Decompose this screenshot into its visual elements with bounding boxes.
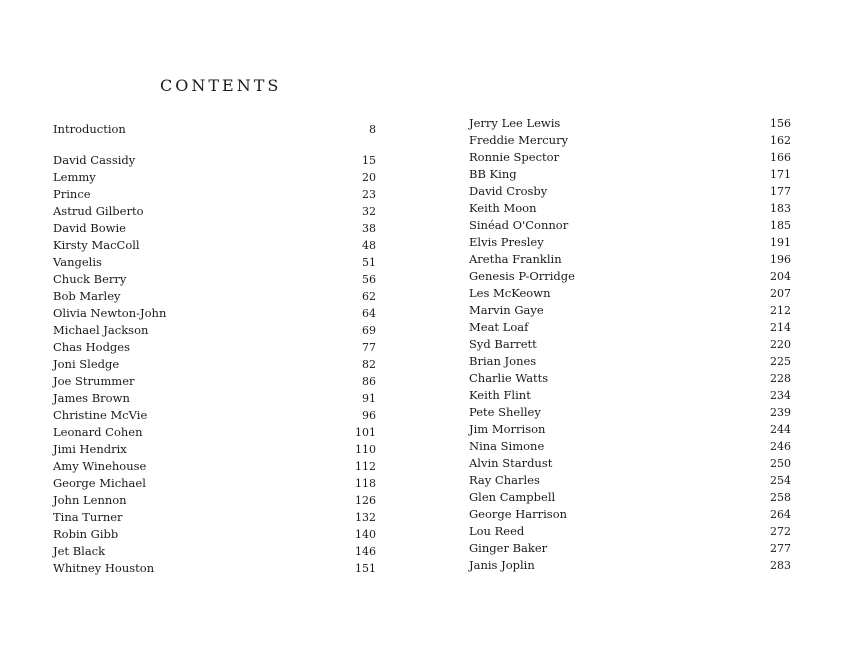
toc-entry[interactable] (53, 288, 376, 305)
toc-entry-page-number: 38 (362, 222, 376, 235)
toc-entry-page-number: 8 (369, 123, 376, 136)
toc-entry[interactable] (469, 234, 791, 251)
toc-entry-page-number: 239 (770, 406, 791, 419)
toc-entry-page-number: 112 (355, 460, 376, 473)
toc-entry-title: Keith Moon (469, 201, 537, 215)
toc-entry-title: Nina Simone (469, 439, 545, 453)
toc-entry-title: Whitney Houston (53, 561, 155, 575)
toc-entry-title: Ronnie Spector (469, 150, 560, 164)
toc-entry-page-number: 51 (362, 256, 376, 269)
toc-entry-page-number: 244 (770, 423, 791, 436)
toc-entry[interactable] (469, 200, 791, 217)
toc-entry-title: Introduction (53, 122, 126, 136)
toc-entry[interactable] (53, 339, 376, 356)
toc-entry[interactable] (469, 421, 791, 438)
toc-entry[interactable] (469, 472, 791, 489)
toc-entry-title: David Bowie (53, 221, 126, 235)
toc-entry-page-number: 264 (770, 508, 791, 521)
toc-entry[interactable] (53, 492, 376, 509)
toc-entry[interactable] (469, 540, 791, 557)
toc-entry-title: Ray Charles (469, 473, 540, 487)
toc-entry[interactable] (53, 441, 376, 458)
toc-entry-title: Vangelis (53, 255, 102, 269)
toc-entry-page-number: 207 (770, 287, 791, 300)
toc-entry[interactable] (469, 115, 791, 132)
toc-entry-title: Genesis P-Orridge (469, 269, 575, 283)
toc-entry[interactable] (469, 149, 791, 166)
toc-entry-title: Freddie Mercury (469, 133, 569, 147)
toc-entry[interactable] (469, 268, 791, 285)
toc-entry-page-number: 56 (362, 273, 376, 286)
toc-entry-page-number: 20 (362, 171, 376, 184)
toc-entry[interactable] (53, 121, 376, 138)
toc-entry-title: David Cassidy (53, 153, 136, 167)
toc-entry-page-number: 82 (362, 358, 376, 371)
toc-entry-title: James Brown (53, 391, 130, 405)
toc-entry-title: Olivia Newton-John (53, 306, 167, 320)
toc-entry-title: Amy Winehouse (53, 459, 147, 473)
toc-entry[interactable] (469, 404, 791, 421)
toc-entry-title: Kirsty MacColl (53, 238, 140, 252)
toc-entry-title: Les McKeown (469, 286, 551, 300)
toc-entry-title: Jerry Lee Lewis (469, 116, 561, 130)
toc-entry-page-number: 86 (362, 375, 376, 388)
toc-entry-title: Aretha Franklin (469, 252, 562, 266)
toc-entry-page-number: 151 (355, 562, 376, 575)
toc-entry[interactable] (469, 251, 791, 268)
toc-entry-page-number: 246 (770, 440, 791, 453)
toc-entry-title: Joe Strummer (53, 374, 135, 388)
toc-entry-page-number: 64 (362, 307, 376, 320)
toc-entry-page-number: 126 (355, 494, 376, 507)
toc-entry-page-number: 77 (362, 341, 376, 354)
toc-entry-title: Lou Reed (469, 524, 525, 538)
toc-entry-page-number: 220 (770, 338, 791, 351)
toc-entry[interactable] (469, 370, 791, 387)
toc-entry-page-number: 132 (355, 511, 376, 524)
toc-entry[interactable] (469, 387, 791, 404)
toc-entry[interactable] (53, 186, 376, 203)
toc-entry[interactable] (469, 523, 791, 540)
toc-entry-page-number: 228 (770, 372, 791, 385)
toc-entry-page-number: 140 (355, 528, 376, 541)
toc-entry-page-number: 214 (770, 321, 791, 334)
toc-entry-title: Tina Turner (53, 510, 123, 524)
toc-entry[interactable] (53, 543, 376, 560)
toc-entry-page-number: 91 (362, 392, 376, 405)
toc-entry-title: Jet Black (53, 544, 106, 558)
toc-entry[interactable] (53, 305, 376, 322)
toc-entry[interactable] (469, 166, 791, 183)
toc-entry[interactable] (469, 302, 791, 319)
toc-entry-title: Pete Shelley (469, 405, 541, 419)
toc-entry-page-number: 234 (770, 389, 791, 402)
toc-entry[interactable] (53, 390, 376, 407)
toc-entry-page-number: 62 (362, 290, 376, 303)
toc-entry-page-number: 185 (770, 219, 791, 232)
toc-entry-title: Elvis Presley (469, 235, 544, 249)
toc-entry-title: Syd Barrett (469, 337, 537, 351)
toc-entry[interactable] (53, 169, 376, 186)
toc-entry-title: Alvin Stardust (469, 456, 553, 470)
toc-entry[interactable] (53, 271, 376, 288)
toc-entry-page-number: 48 (362, 239, 376, 252)
toc-entry[interactable] (469, 353, 791, 370)
toc-entry-title: Joni Sledge (53, 357, 120, 371)
toc-entry[interactable] (469, 336, 791, 353)
toc-entry-title: Prince (53, 187, 91, 201)
toc-entry-title: Bob Marley (53, 289, 121, 303)
toc-entry[interactable] (53, 254, 376, 271)
toc-entry-title: Chas Hodges (53, 340, 131, 354)
toc-entry[interactable] (469, 506, 791, 523)
toc-entry-page-number: 283 (770, 559, 791, 572)
toc-entry[interactable] (53, 458, 376, 475)
toc-entry-title: Meat Loaf (469, 320, 529, 334)
toc-entry[interactable] (53, 152, 376, 169)
toc-entry[interactable] (469, 455, 791, 472)
toc-entry-page-number: 156 (770, 117, 791, 130)
toc-entry-title: Glen Campbell (469, 490, 556, 504)
toc-entry-title: David Crosby (469, 184, 548, 198)
toc-entry-title: Brian Jones (469, 354, 537, 368)
toc-entry-title: Sinéad O'Connor (469, 218, 569, 232)
toc-entry-title: Keith Flint (469, 388, 531, 402)
toc-entry-page-number: 196 (770, 253, 791, 266)
toc-entry[interactable] (53, 526, 376, 543)
toc-entry[interactable] (53, 407, 376, 424)
toc-entry[interactable] (53, 475, 376, 492)
toc-entry-title: Robin Gibb (53, 527, 119, 541)
toc-entry-page-number: 191 (770, 236, 791, 249)
toc-entry-title: Christine McVie (53, 408, 148, 422)
toc-entry-title: George Harrison (469, 507, 568, 521)
toc-entry-page-number: 96 (362, 409, 376, 422)
toc-entry[interactable] (53, 356, 376, 373)
toc-entry-title: John Lennon (53, 493, 127, 507)
toc-entry[interactable] (469, 438, 791, 455)
toc-entry[interactable] (53, 203, 376, 220)
toc-entry-title: Ginger Baker (469, 541, 548, 555)
toc-entry-title: Lemmy (53, 170, 96, 184)
toc-entry[interactable] (469, 132, 791, 149)
toc-entry-page-number: 272 (770, 525, 791, 538)
toc-entry-page-number: 23 (362, 188, 376, 201)
toc-entry[interactable] (53, 220, 376, 237)
toc-entry-title: BB King (469, 167, 517, 181)
toc-entry-title: Chuck Berry (53, 272, 127, 286)
toc-entry-title: Marvin Gaye (469, 303, 544, 317)
toc-entry-page-number: 183 (770, 202, 791, 215)
toc-entry[interactable] (469, 183, 791, 200)
toc-entry-page-number: 15 (362, 154, 376, 167)
toc-entry-page-number: 254 (770, 474, 791, 487)
toc-entry-page-number: 212 (770, 304, 791, 317)
toc-entry[interactable] (469, 217, 791, 234)
toc-entry-page-number: 118 (355, 477, 376, 490)
toc-entry-page-number: 250 (770, 457, 791, 470)
toc-entry-page-number: 32 (362, 205, 376, 218)
toc-entry-page-number: 162 (770, 134, 791, 147)
toc-entry[interactable] (469, 489, 791, 506)
toc-entry[interactable] (53, 509, 376, 526)
contents-heading: CONTENTS (160, 76, 282, 95)
toc-entry-title: Michael Jackson (53, 323, 149, 337)
toc-entry-page-number: 146 (355, 545, 376, 558)
toc-entry[interactable] (53, 237, 376, 254)
toc-entry-title: Charlie Watts (469, 371, 549, 385)
toc-entry[interactable] (53, 373, 376, 390)
toc-entry-title: Jimi Hendrix (53, 442, 127, 456)
toc-entry-title: George Michael (53, 476, 146, 490)
toc-entry-page-number: 171 (770, 168, 791, 181)
toc-entry[interactable] (469, 319, 791, 336)
toc-entry-title: Janis Joplin (469, 558, 535, 572)
toc-entry-page-number: 69 (362, 324, 376, 337)
toc-entry[interactable] (469, 557, 791, 574)
toc-entry-page-number: 204 (770, 270, 791, 283)
toc-entry-title: Jim Morrison (469, 422, 546, 436)
toc-entry-page-number: 110 (355, 443, 376, 456)
toc-entry-page-number: 277 (770, 542, 791, 555)
toc-entry[interactable] (53, 322, 376, 339)
toc-entry-page-number: 166 (770, 151, 791, 164)
toc-entry-page-number: 177 (770, 185, 791, 198)
toc-entry-title: Leonard Cohen (53, 425, 143, 439)
toc-entry-page-number: 101 (355, 426, 376, 439)
toc-entry-page-number: 258 (770, 491, 791, 504)
toc-entry[interactable] (53, 424, 376, 441)
toc-entry-title: Astrud Gilberto (53, 204, 144, 218)
toc-entry[interactable] (469, 285, 791, 302)
toc-entry[interactable] (53, 560, 376, 577)
toc-entry-page-number: 225 (770, 355, 791, 368)
